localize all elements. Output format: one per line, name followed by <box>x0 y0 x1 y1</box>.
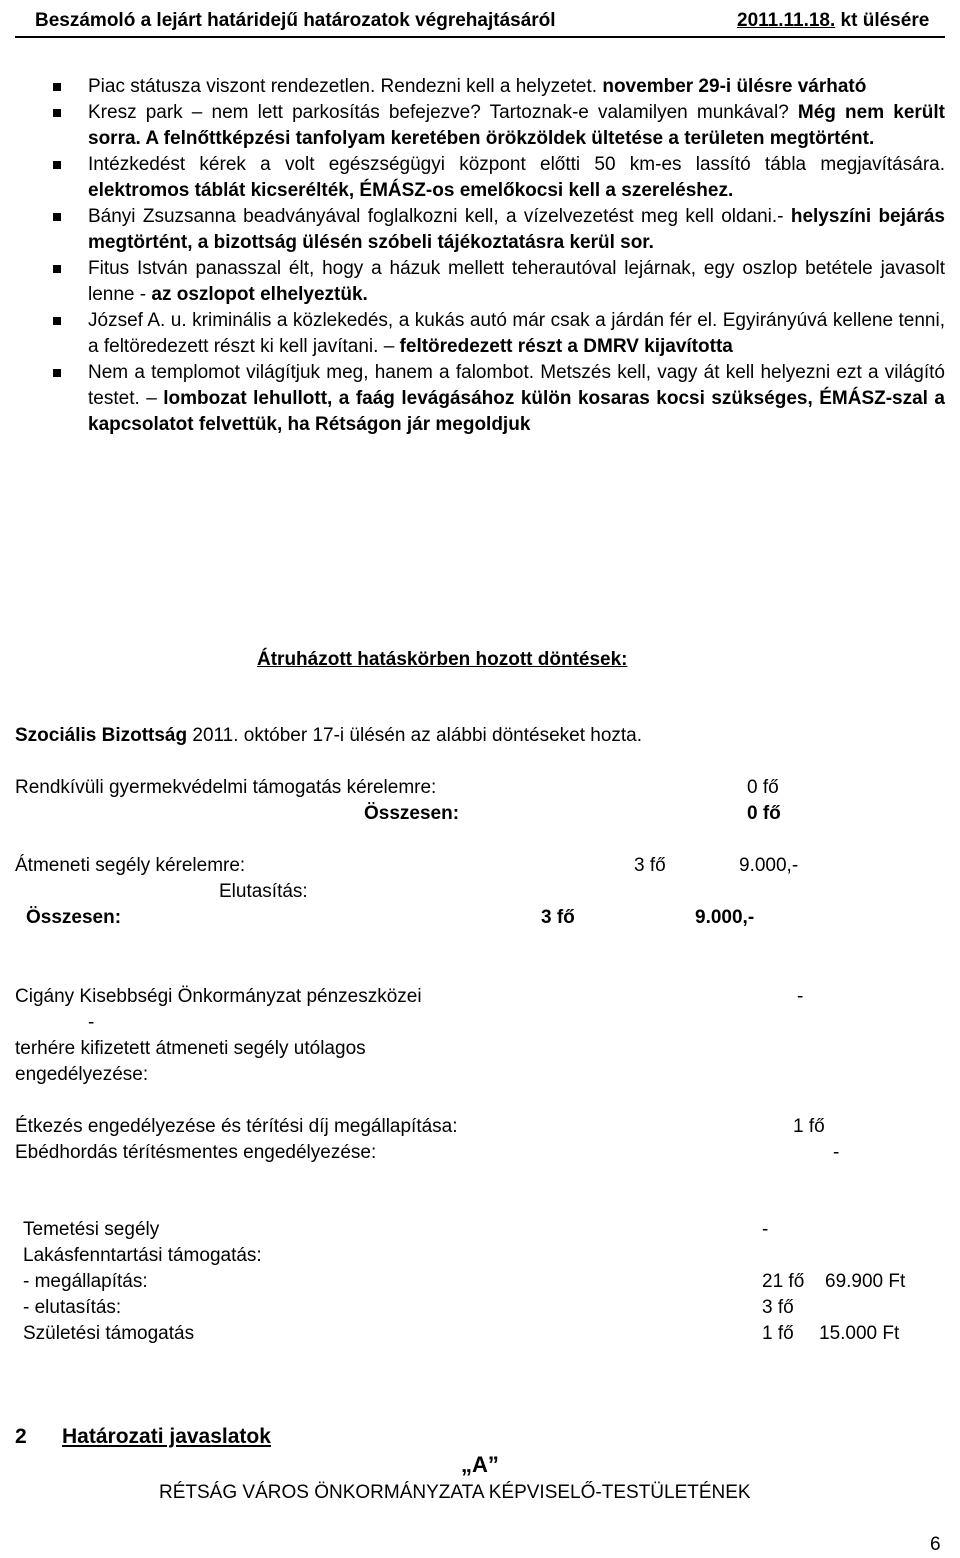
atmeneti-count: 3 fő <box>634 855 666 876</box>
committee-rest: 2011. október 17-i ülésén az alábbi döntéseket hozta. <box>187 725 643 746</box>
header-date-value: 2011.11.18. <box>737 10 836 31</box>
lakas-elutasitas-label: - elutasítás: <box>23 1297 122 1318</box>
atmeneti-total-amount: 9.000,- <box>695 907 755 928</box>
lakas-label: Lakásfenntartási támogatás: <box>23 1245 262 1266</box>
list-item: József A. u. kriminális a közlekedés, a kukás autó már csak a járdán fér el. Egyirányúvá kellene tenni, a feltöredezett részt ki kell javítani. – feltöredezett részt a DMRV kijavította <box>52 308 945 360</box>
rendkivuli-total-value: 0 fő <box>747 803 781 824</box>
atmeneti-rejected-label: Elutasítás: <box>219 881 308 902</box>
cigany-line3: engedélyezése: <box>15 1064 149 1085</box>
ebedhordas-value: - <box>833 1142 840 1163</box>
committee-line <box>15 723 642 749</box>
section2-number: 2 <box>15 1425 27 1448</box>
lakas-megallapitas-amount: 69.900 Ft <box>825 1271 906 1292</box>
temetesi-label: Temetési segély <box>23 1219 160 1240</box>
szuletesi-label: Születési támogatás <box>23 1323 195 1344</box>
list-item: Bányi Zsuzsanna beadványával foglalkozni kell, a vízelvezetést meg kell oldani.- helyszíni bejárás megtörtént, a bizottság ülésén szóbeli tájékoztatásra kerül sor. <box>52 204 945 256</box>
cigany-line1: Cigány Kisebbségi Önkormányzat pénzeszközei <box>15 986 422 1007</box>
szuletesi-amount: 15.000 Ft <box>819 1323 900 1344</box>
etkezes-label: Étkezés engedélyezése és térítési díj megállapítása: <box>15 1116 458 1137</box>
list-item: Piac státusza viszont rendezetlen. Rendezni kell a helyzetet. november 29-i ülésre várható <box>52 74 945 100</box>
header-date <box>737 8 929 34</box>
rendkivuli-value: 0 fő <box>747 777 779 798</box>
page-number: 6 <box>930 1534 941 1555</box>
header-date-suffix: kt ülésére <box>835 10 930 31</box>
section2-title: Határozati javaslatok <box>62 1425 271 1448</box>
cigany-dash2: - <box>88 1012 95 1033</box>
list-item: Fitus István panasszal élt, hogy a házuk mellett teherautóval lejárnak, egy oszlop betétele javasolt lenne - az oszlopot elhelyeztük. <box>52 256 945 308</box>
rendkivuli-total-label: Összesen: <box>364 803 460 824</box>
list-item: Kresz park – nem lett parkosítás befejezve? Tartoznak-e valamilyen munkával? Még nem került sorra. A felnőttképzési tanfolyam keretében örökzöldek ültetése a területen megtörtént. <box>52 100 945 152</box>
section-title: Átruházott hatáskörben hozott döntések: <box>257 649 628 670</box>
list-item: Nem a templomot világítjuk meg, hanem a falombot. Metszés kell, vagy át kell helyezni ezt a világító testet. – lombozat lehullott, a faág levágásához külön kosaras kocsi szükséges, ÉMÁSZ-szal a kapcsolatot felvettük, ha Rétságon jár megoldjuk <box>52 360 945 438</box>
atmeneti-total-count: 3 fő <box>541 907 575 928</box>
temetesi-value: - <box>762 1219 769 1240</box>
cigany-line2: terhére kifizetett átmeneti segély utólagos <box>15 1038 366 1059</box>
progress-bullet-list <box>52 74 945 438</box>
quote-a: „A” <box>461 1452 499 1477</box>
szuletesi-count: 1 fő <box>762 1323 794 1344</box>
rendkivuli-label: Rendkívüli gyermekvédelmi támogatás kérelemre: <box>15 777 437 798</box>
lakas-megallapitas-label: - megállapítás: <box>23 1271 148 1292</box>
council-name: RÉTSÁG VÁROS ÖNKORMÁNYZATA KÉPVISELŐ-TESTÜLETÉNEK <box>159 1482 751 1503</box>
atmeneti-total-label: Összesen: <box>26 907 122 928</box>
committee-name: Szociális Bizottság <box>15 725 188 746</box>
page-header <box>15 6 945 38</box>
cigany-dash1: - <box>797 986 804 1007</box>
etkezes-value: 1 fő <box>793 1116 825 1137</box>
atmeneti-label: Átmeneti segély kérelemre: <box>15 855 246 876</box>
lakas-megallapitas-count: 21 fő <box>762 1271 805 1292</box>
header-title: Beszámoló a lejárt határidejű határozatok végrehajtásáról <box>35 10 556 31</box>
lakas-elutasitas-count: 3 fő <box>762 1297 794 1318</box>
ebedhordas-label: Ebédhordás térítésmentes engedélyezése: <box>15 1142 377 1163</box>
atmeneti-amount: 9.000,- <box>739 855 799 876</box>
list-item: Intézkedést kérek a volt egészségügyi központ előtti 50 km-es lassító tábla megjavítására. elektromos táblát kicserélték, ÉMÁSZ-os emelőkocsi kell a szereléshez. <box>52 152 945 204</box>
